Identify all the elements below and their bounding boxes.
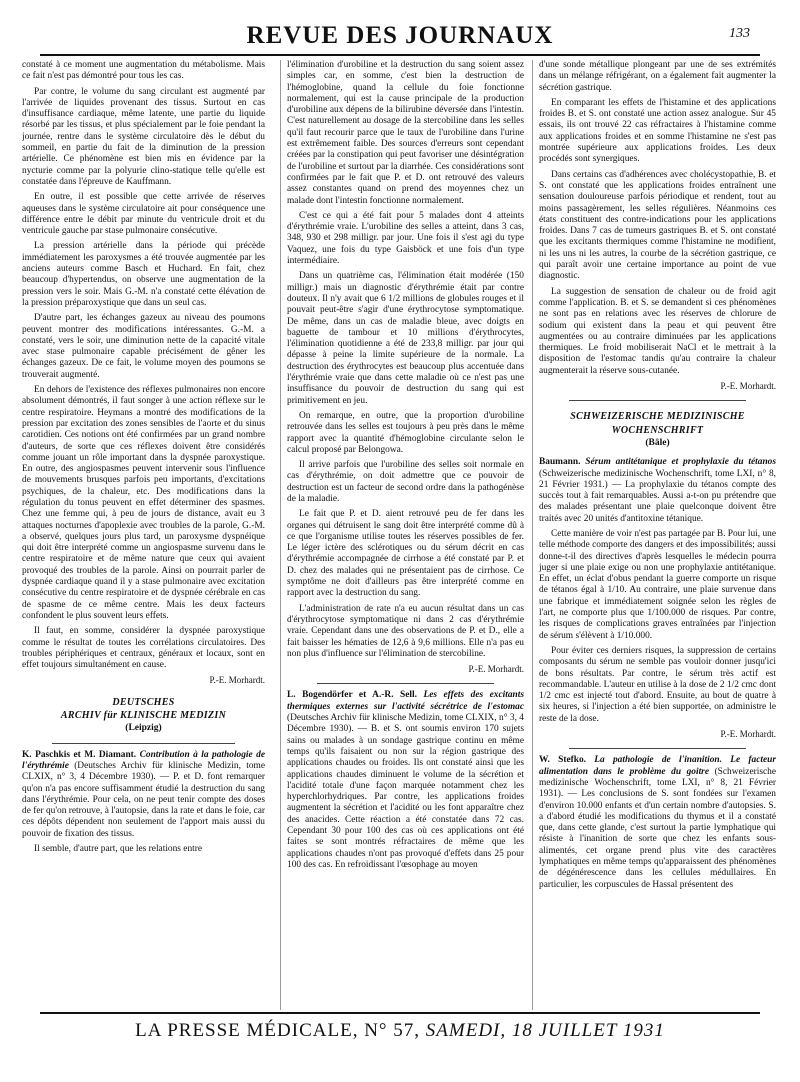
article-authors: K. Paschkis et M. Diamant. [22, 749, 137, 760]
article-entry [539, 755, 776, 891]
paragraph: Il semble, d'autre part, que les relations entre [34, 844, 203, 854]
divider [317, 683, 494, 684]
paragraph: Par contre, le volume du sang circulant est augmenté par l'arrivée de liquides provenant des tissus. Surtout en cas d'insuffisance cardiaque, même latente, une partie du liquide résorbé par les tissus, et plus spécialement par le foie pendant la journée, rentre dans le système circulatoire dès le début du sommeil, en partie du fait de la diminution de la pression artérielle. Ce phénomène est bien mis en évidence par la nycturie comme par la polyurie clino-statique telle qu'elle est constatée dans l'épreuve de Kauffmann. [22, 86, 265, 187]
paragraph: Dans certains cas d'adhérences avec cholécystopathie, B. et S. ont constaté que les applications froides entraînent une sensation douloureuse parfois périodique et rendent, tout au moins passagèrement, les selles régulières. Néanmoins ces états constituent des contre-indications pour les applications froides. Dans 7 cas de tumeurs gastriques B. et S. ont constaté que les excitants thermiques comme l'histamine ne modifient, ni les uns ni les autres, la courbe de la sécrétion gastrique, ce qui paraît avoir une certaine importance au point de vue diagnostic. [539, 169, 776, 282]
article-body: (Deutsches Archiv für klinische Medizin, tome CLXIX, n° 3, 4 Décembre 1930). — B. et S. ont soumis environ 170 sujets sains ou malades à un sondage gastrique continu en même temps qu'ils faisaient ou non sur la région gastrique des applications chaudes ou froides. Ils ont constaté ainsi que les applications chaudes diminuent le volume de la sécrétion et l'acidité totale d'une façon marquée notamment chez les hyperchlorhydriques. Par contre, les applications froides augmentent la sécrétion et l'acidité ou les font apparaître chez des anacides. Cette réaction a été constatée dans 72 cas. Cependant 30 pour 100 des cas où ces applications ont été faites se sont montrés réfractaires de même que les applications chaudes n'ont pas provoqué d'effets dans 25 pour 100 des cas. En refroidissant l'œsophage au moyen [287, 713, 524, 870]
journal-heading: ARCHIV für KLINISCHE MEDIZIN [60, 710, 227, 722]
page-header [40, 22, 760, 56]
article-title: Contribution à la pathologie de l'érythrémie [22, 749, 265, 771]
journal-city: (Leipzig) [125, 723, 162, 734]
footer-date: SAMEDI, 18 JUILLET 1931 [425, 1020, 665, 1041]
signature: P.-E. Morhardt. [209, 675, 265, 686]
article-title: Les effets des excitants thermiques externes sur l'activité sécrétrice de l'estomac [287, 690, 524, 712]
divider [569, 400, 746, 401]
journal-section-title: REVUE DES JOURNAUX [246, 22, 554, 49]
article-body: (Schweizerische medizinische Wochenschrift, tome LXI, n° 8, 21 Février 1931.) — La prophylaxie du tétanos compte des succès tout à fait remarquables. Aussi a-t-on pu prétendre que des malades présentant une plaie quelconque doivent être traités avec 20 unités d'antitoxine tétanique. [539, 468, 776, 524]
article-entry [22, 750, 265, 840]
article-columns [22, 60, 780, 1010]
paragraph: C'est ce qui a été fait pour 5 malades dont 4 atteints d'érythrémie vraie. L'urobiline des selles a atteint, dans 3 cas, 348, 930 et 298 milligr. par jour. Une fois il s'est agi du type Vaquez, une fois du type Gaisböck et une fois d'un type intermédiaire. [287, 210, 524, 267]
article-entry [287, 690, 524, 871]
page-footer [40, 1012, 760, 1046]
journal-heading: DEUTSCHES [112, 696, 175, 708]
article-authors: L. Bogendörfer et A.-R. Sell. [287, 690, 417, 701]
divider [569, 748, 746, 749]
column-2 [280, 60, 524, 1010]
divider [52, 743, 235, 744]
paragraph: Le fait que P. et D. aient retrouvé peu de fer dans les organes qui détruisent le sang doit être interprété comme dû à ce que l'organisme utilise toutes les réserves possibles de fer. Le léger ictère des sclérotiques ou du sérum décrit en cas d'érythrémie accompagnée de cirrhose a été constaté par P. et D. chez des malades qui ne présentaient pas de cirrhose. Ce symptôme ne doit d'ailleurs pas être interprété comme en rapport avec la destruction du sang. [287, 509, 524, 599]
article-authors: Baumann. [539, 457, 581, 468]
paragraph: d'une sonde métallique plongeant par une de ses extrémités dans un mélange réfrigérant, on a également fait augmenter la sécrétion gastrique. [539, 60, 776, 93]
paragraph: constaté à ce moment une augmentation du métabolisme. Mais ce fait n'est pas démontré pour tous les cas. [22, 60, 265, 82]
paragraph: Dans un quatrième cas, l'élimination était modérée (150 milligr.) mais un diagnostic d'érythrémie était par contre douteux. Il n'y avait que 6 1/2 millions de globules rouges et il pouvait peut-être s'agir d'une érythrocytose symptomatique. De même, dans un cas de maladie bleue, avec doigts en baguette de tambour et 10 millions d'érythrocytes, l'élimination quotidienne a été de 233,8 milligr. par jour qui dépasse à peine la limite supérieure de la normale. La destruction des érythrocytes est beaucoup plus accentuée dans l'érythrémie vraie que dans cette maladie où ce n'est pas une insuffisance du pouvoir de destruction du sang qui est primitivement en jeu. [287, 271, 524, 406]
paragraph: Cette manière de voir n'est pas partagée par B. Pour lui, une telle méthode comporte des dangers et des impossibilités; aussi donne-t-il des directives d'après lesquelles le médecin pourra juger si une plaie exige ou non une prophylaxie antitétanique. En effet, un éclat d'obus pendant la guerre comporte un risque de tétanos égal à 1/10. Au contraire, une plaie survenue dans une fabrique et immédiatement soignée selon les règles de l'art, ne comporte plus que 1/100.000 de risques. Par contre, les risques de complications graves entraînées par l'injection de sérum s'élèvent à 1/10.000. [539, 528, 776, 641]
article-title: Sérum antitétanique et prophylaxie du tétanos [585, 457, 776, 468]
article-title: La pathologie de l'inanition. Le facteur alimentation dans le problème du goitre [539, 755, 776, 777]
journal-city: (Bâle) [645, 437, 670, 448]
journal-heading: SCHWEIZERISCHE MEDIZINISCHE [570, 411, 745, 423]
article-body: (Deutsches Archiv für klinische Medizin, tome CLXIX, n° 3, 4 Décembre 1930). — P. et D. font remarquer qu'on n'a pas encore suffisamment étudié la destruction du sang dans l'érythrémie. Pour cela, on ne peut tenir compte des doses de fer qu'on retrouve, à l'autopsie, dans la rate et dans le foie, car ces dépôts dépendent non seulement de l'apport mais aussi du pouvoir de fixation des tissus. [22, 760, 265, 839]
signature: P.-E. Morhardt. [468, 664, 524, 675]
column-1 [22, 60, 265, 1010]
footer-issue: N° 57, [364, 1020, 421, 1041]
column-3 [532, 60, 776, 1010]
paragraph: La pression artérielle dans la période qui précède immédiatement les paroxysmes a été trouvée augmentée par les anciens auteurs comme Basch et Huchard. En fait, chez beaucoup d'hypertendus, on observe une augmentation de la pression vers le soir. Mais G.-M. n'a constaté cette élévation de la pression préparoxystique que dans un seul cas. [22, 241, 265, 308]
article-body: (Schweizerische medizinische Wochenschrift, tome LXI, n° 8, 21 Février 1931). — Les conclusions de S. sont fondées sur l'examen d'environ 10.000 enfants et d'un certain nombre d'autopsies. S. a d'abord étudié les modifications du thymus et il a constaté que, dans cette glande, c'est surtout la partie lymphatique qui résiste à l'inanition de sorte que chez les enfants sous-alimentés, cet organe prend plus vite des caractères lymphatiques en même temps qu'apparaissent des phénomènes de dégénérescence dans les cellules médullaires. En particulier, les corpuscules de Hassal présentent des [539, 766, 776, 890]
paragraph: On remarque, en outre, que la proportion d'urobiline retrouvée dans les selles est toujours à peu près dans le même rapport avec la quantité d'hémoglobine circulante selon le calcul proposé par Belongowa. [287, 410, 524, 455]
page-number: 133 [729, 26, 750, 41]
paragraph: Il arrive parfois que l'urobiline des selles soit normale en cas d'érythrémie, on doit admettre que ce pouvoir de destruction est un facteur de second ordre dans la pathogénèse de la maladie. [287, 460, 524, 504]
footer-journal: LA PRESSE MÉDICALE, [135, 1020, 359, 1041]
article-authors: W. Stefko. [539, 755, 586, 766]
signature: P.-E. Morhardt. [720, 729, 776, 740]
paragraph: D'autre part, les échanges gazeux au niveau des poumons peuvent montrer des modifications intéressantes. G.-M. a constaté, vers le soir, une diminution nette de la capacité vitale avec stase pulmonaire capable précisément de gêner les échanges gazeux. De ce fait, le volume moyen des poumons se trouverait augmenté. [22, 313, 265, 380]
paragraph: L'administration de rate n'a eu aucun résultat dans un cas d'érythrocytose symptomatique ni dans 2 cas d'érythrémie vraie. Cependant dans une des observations de P. et D., elle a fait baisser les hématies de 12,6 à 9,6 millions. Elle n'a pas eu non plus d'influence sur l'élimination de stercobiline. [287, 603, 524, 659]
paragraph: En dehors de l'existence des réflexes pulmonaires non encore absolument démontrés, il faut songer à une action réflexe sur le centre respiratoire. Heymans a montré des modifications de la pression par excitation des zones sensibles de l'aorte et du sinus carotidien. Ces notions ont été confirmées par un grand nombre d'auteurs, de sorte que ces réflexes doivent être considérés comme jouant un rôle important dans la dyspnée paroxystique. En outre, des angiospasmes peuvent intervenir sous l'influence de mouvements brusques parfois peu importants, d'excitations psychiques, de la chaleur, etc. Des modifications dans la régulation du tonus peuvent en effet déterminer des spasmes. Chez une femme qui, à peu de jours de distance, avait eu 3 attaques nocturnes d'apoplexie avec troubles de la parole, G.-M. a observé, quelques jours plus tard, un paroxysme dyspnéique qui doit être interprété comme un angiospasme survenu dans le centre respiratoire et de même nature que ceux qui avaient provoqué des troubles de la parole. Ainsi on pourrait parler de dyspnée cardiaque quand il y a stase pulmonaire avec excitation consécutive du centre respiratoire et de dyspnée cérébrale en cas de spasme de ce même centre. Mais les deux facteurs confondent le plus souvent leurs effets. [22, 385, 265, 621]
signature: P.-E. Morhardt. [720, 381, 776, 392]
paragraph: Il faut, en somme, considérer la dyspnée paroxystique comme le résultat de toutes les corrélations circulatoires. Des troubles périphériques et centraux, généraux et locaux, sont en effet toujours simultanément en cause. [22, 626, 265, 671]
paragraph: En comparant les effets de l'histamine et des applications froides B. et S. ont constaté une action assez analogue. Sur 45 essais, ils ont trouvé 22 cas réfractaires à l'histamine comme aux applications froides et en somme l'histamine ne s'est pas montrée supérieure aux applications froides. Les deux procédés sont synergiques. [539, 97, 776, 165]
paragraph: Pour éviter ces derniers risques, la suppression de certains composants du sérum ne semble pas vouloir donner jusqu'ici de bons résultats. Par contre, le sérum très actif est recommandable. L'auteur en utilise à la dose de 2 1/2 cmc dont 1/2 cmc est injecté tout d'abord. Ensuite, au bout de quatre à six heures, si l'injection a été bien supportée, on administre le reste de la dose. [539, 645, 776, 724]
paragraph: l'élimination d'urobiline et la destruction du sang soient assez simples car, en somme, c'est bien la destruction de l'hémoglobine, quand la cellule du foie fonctionne normalement, qui est la cause principale de la production d'urobiline aux dépens de la bilirubine déversée dans l'intestin. C'est naturellement au dosage de la stercobiline dans les selles qu'il faut recourir parce que le taux de l'urobiline dans l'urine est extrêmement faible. Des sources d'erreurs sont cependant créées par la constipation qui peut favoriser une désintégration de l'urobiline et surtout par la diarrhée. Ces considérations sont confirmées par le fait que P. et D. ont retrouvé des valeurs assez constantes quand on prend des moyennes chez un malade dont l'intestin fonctionne normalement. [287, 60, 524, 206]
journal-heading: WOCHENSCHRIFT [611, 424, 704, 436]
paragraph: En outre, il est possible que cette arrivée de réserves aqueuses dans le système circulatoire ait pour conséquence une différence entre le débit par minute du ventricule droit et du ventricule gauche par stase pulmonaire consécutive. [22, 192, 265, 237]
paragraph: La suggestion de sensation de chaleur ou de froid agit comme l'application. B. et S. se demandent si ces phénomènes ne sont pas en relations avec les réserves de chlorure de sodium qui existent dans la peau et qui peuvent être augmentées ou au contraire diminuées par les applications thermiques. Le froid mobiliserait NaCl et le mettrait à la disposition de l'estomac tandis qu'au contraire la chaleur augmenterait la réserve sous-cutanée. [539, 286, 776, 376]
article-entry [539, 457, 776, 525]
